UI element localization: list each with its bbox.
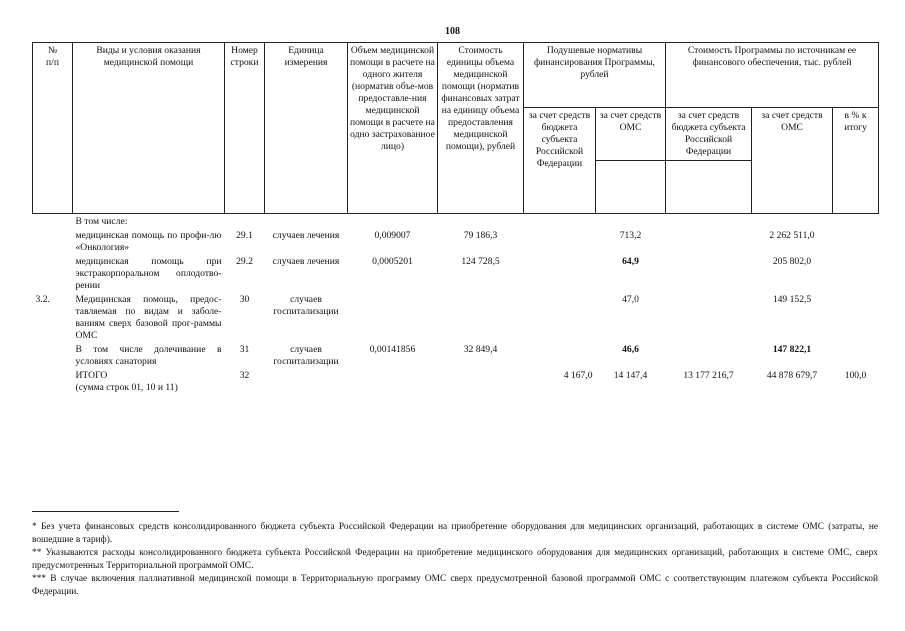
cell-row: 29.2 [236,256,253,267]
cell-row: 32 [239,370,250,381]
header-col-row: Номер строки [225,43,265,214]
cell-pc-oms: 46,6 [622,344,639,355]
cell-unit: случаев госпитализации [273,294,339,317]
header-sub-oms: за счет средств ОМС [596,108,666,161]
cell-pc-budget [524,255,596,293]
cell-number [33,255,73,293]
cell-pc-budget [524,343,596,369]
cell-number [33,343,73,369]
footnote-divider [32,511,179,512]
footnotes [32,521,878,599]
cell-src-budget [666,229,752,255]
table-row [33,293,879,343]
cell-number: 3.2. [35,294,50,305]
footnote-3: *** В случае включения паллиативной медицинской помощи в Территориальную программу ОМС сверх предусмотренной базовой программой ОМС с соответствующим платежом субъекта Российской Федерации. [32,574,878,597]
cell-percent [833,343,879,369]
program-cost-table-container [32,42,878,395]
cell-row: 31 [239,344,250,355]
program-cost-table [32,42,879,395]
cell-src-budget [666,255,752,293]
cell-number [33,214,73,230]
header-col-cost: Стоимость единицы объема медицинской помощи (норматив финансовых затрат на единицу объема предоставления медицинской помощи), рублей [438,43,524,214]
page-number: 108 [445,26,460,37]
footnote-2: ** Указываются расходы консолидированного бюджета субъекта Российской Федерации на приобретение медицинского оборудования для медицинских организаций, работающих в системе ОМС, сверх предусмотренных Территориальной программой ОМС. [32,548,878,571]
cell-volume: 0,00141856 [369,344,416,355]
cell-src-budget [666,343,752,369]
header-col-volume: Объем медицинской помощи в расчете на одного жителя (норматив объе-мов предоставле-ния медицинской помощи в расчете на одно застрахованное лицо) [348,43,438,214]
cell-pc-budget [524,229,596,255]
header-col-type: Виды и условия оказания медицинской помощи [73,43,225,214]
cell-type: медицинская помощь при экстракорпоральном оплодотво-рении [75,256,222,291]
header-sub-src-oms: за счет средств ОМС [752,108,833,214]
cell-percent [833,229,879,255]
cell-percent [833,293,879,343]
cell-pc-oms: 14 147,4 [613,370,648,381]
cell-cost: 124 728,5 [461,256,500,267]
header-col-unit: Единица измерения [265,43,348,214]
cell-src-budget: 13 177 216,7 [683,370,734,381]
cell-cost [438,293,524,343]
cell-type: В том числе долечивание в условиях санатория [75,344,222,367]
header-sub-percent: в % к итогу [833,108,879,214]
cell-volume: 0,0005201 [372,256,413,267]
cell-unit: случаев госпитализации [273,344,339,367]
cell-percent [833,255,879,293]
cell-type: медицинская помощь по профи-лю «Онкология» [75,230,222,253]
cell-cost: 79 186,3 [463,230,498,241]
cell-src-budget [666,293,752,343]
cell-volume [348,293,438,343]
table-row [33,229,879,255]
cell-number [33,369,73,395]
cell-volume [348,369,438,395]
header-col-number: № п/п [33,43,73,214]
table-row [33,369,879,395]
cell-src-oms: 44 878 679,7 [766,370,818,381]
table-row [33,214,879,230]
header-sub-budget: за счет средств бюджета субъекта Российской Федерации [524,108,596,214]
cell-src-oms: 149 152,5 [772,294,812,305]
cell-row: 30 [239,294,250,305]
cell-cost: 32 849,4 [463,344,498,355]
table-row [33,343,879,369]
cell-src-oms: 147 822,1 [772,344,812,355]
table-row [33,255,879,293]
cell-src-oms: 2 262 511,0 [769,230,815,241]
footnote-1: * Без учета финансовых средств консолидированного бюджета субъекта Российской Федерации на приобретение оборудования для медицинских организаций, работающих в системе ОМС (затраты, не вошедшие в тариф). [32,522,878,545]
cell-src-oms: 205 802,0 [772,256,812,267]
cell-unit [265,369,348,395]
cell-type: В том числе: [75,216,128,227]
header-stub-src-budget [666,161,752,214]
cell-unit: случаев лечения [272,256,340,267]
cell-cost [438,369,524,395]
cell-percent: 100,0 [844,370,867,381]
cell-number [33,229,73,255]
cell-pc-budget [524,293,596,343]
header-col-percapita: Подушевые нормативы финансирования Программы, рублей [524,43,666,108]
cell-unit: случаев лечения [272,230,340,241]
header-stub-oms [596,161,666,214]
cell-pc-oms: 713,2 [619,230,642,241]
header-col-sources: Стоимость Программы по источникам ее финансового обеспечения, тыс. рублей [666,43,879,108]
cell-pc-budget: 4 167,0 [563,370,593,381]
cell-volume: 0,009007 [374,230,411,241]
cell-type: Медицинская помощь, предос-тавляемая по видам и заболе-ваниям сверх базовой прог-раммы ОМС [75,294,222,341]
cell-type: ИТОГО (сумма строк 01, 10 и 11) [75,370,178,393]
header-sub-src-budget: за счет средств бюджета субъекта Российской Федерации [666,108,752,161]
cell-pc-oms: 64,9 [622,256,639,267]
cell-pc-oms: 47,0 [622,294,639,305]
cell-row: 29.1 [236,230,253,241]
